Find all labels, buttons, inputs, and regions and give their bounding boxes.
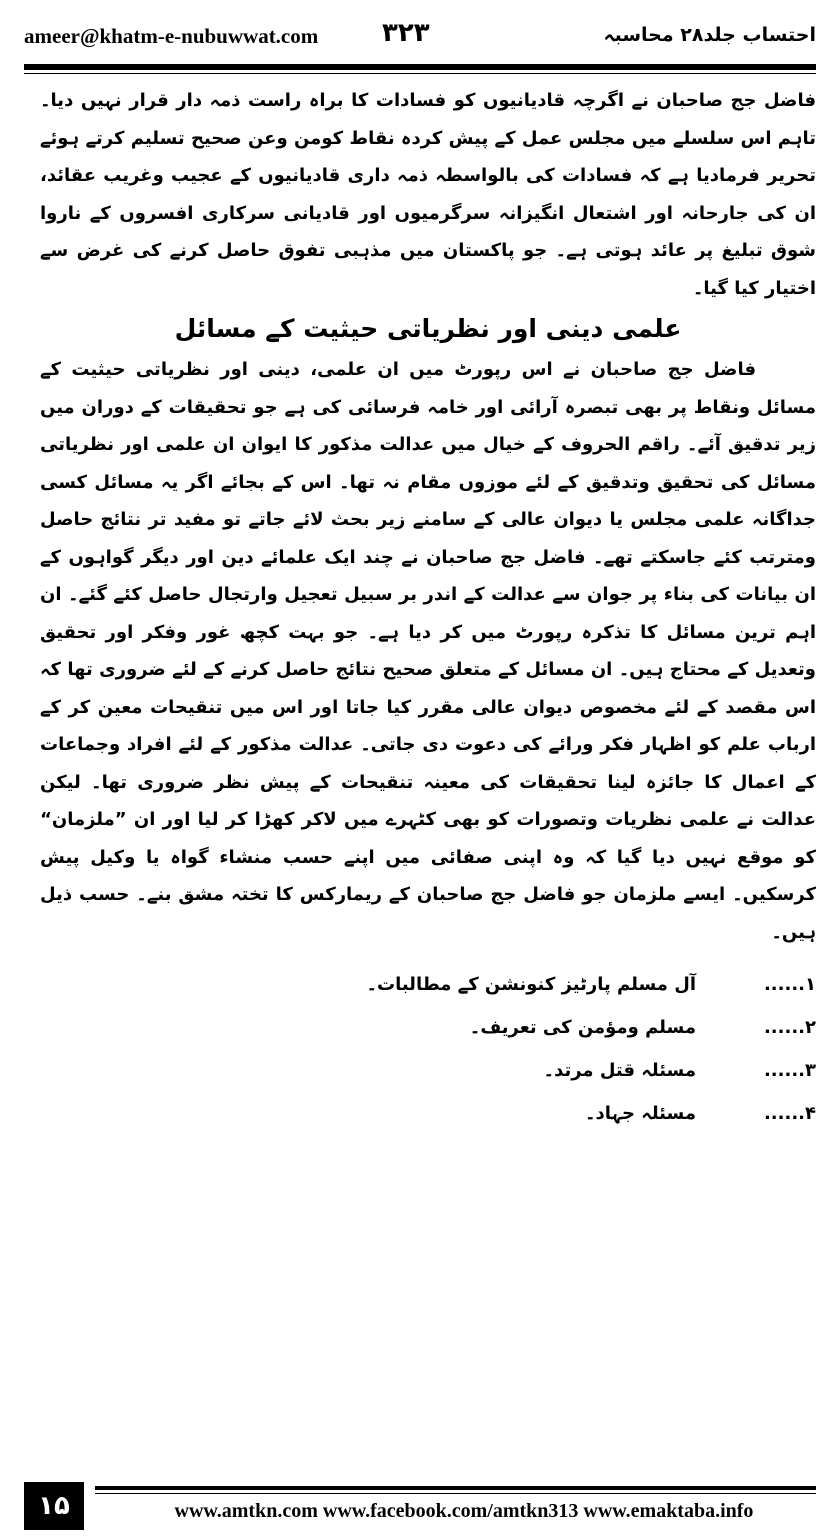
- list-item: [40, 1049, 816, 1092]
- list-item: [40, 1006, 816, 1049]
- list-item-number: [726, 963, 816, 1006]
- list-dots: ......: [763, 1103, 805, 1124]
- list-item-number: [726, 1006, 816, 1049]
- list-num: ۴: [805, 1103, 816, 1124]
- item-list: [40, 963, 816, 1135]
- list-num: ۱: [805, 974, 816, 995]
- footer-links[interactable]: www.amtkn.com www.facebook.com/amtkn313 www.emaktaba.info: [174, 1500, 754, 1522]
- footer-rule-thick: [95, 1486, 816, 1490]
- header-book-title: احتساب جلد۲۸ محاسبہ: [603, 24, 816, 46]
- header-rule-thin: [24, 73, 816, 74]
- list-num: ۳: [805, 1060, 816, 1081]
- list-item-text: مسئلہ قتل مرتد۔: [543, 1060, 696, 1081]
- section-heading: علمی دینی اور نظریاتی حیثیت کے مسائل: [174, 314, 682, 343]
- list-dots: ......: [763, 1060, 805, 1081]
- header-rule-thick: [24, 64, 816, 70]
- page-body: [40, 82, 816, 1135]
- footer-page-number: ۱۵: [24, 1482, 84, 1530]
- list-dots: ......: [763, 1017, 805, 1038]
- list-dots: ......: [763, 974, 805, 995]
- header-email: ameer@khatm-e-nubuwwat.com: [24, 24, 319, 48]
- paragraph-2: فاضل جج صاحبان نے اس رپورٹ میں ان علمی، دینی اور نظریاتی حیثیت کے مسائل ونقاط پر بھی تبصرہ آرائی اور خامہ فرسائی کی ہے جو تحقیقات کے دوران میں زیر تدقیق آئے۔ راقم الحروف کے خیال میں عدالت مذکور کا ایوان ان علمی اور نظریاتی مسائل کی تحقیق وتدقیق کے لئے موزوں مقام نہ تھا۔ اس کے بجائے اگر یہ مسائل کسی جداگانہ علمی مجلس یا دیوان عالی کے سامنے زیر بحث لائے جاتے تو مفید تر نتائج حاصل ومترتب کئے جاسکتے تھے۔ فاضل جج صاحبان نے چند ایک علمائے دین اور دیگر گواہوں کے ان بیانات کی بناء پر جوان سے عدالت کے اندر بر سبیل تعجیل وارتجال حاصل کئے گئے۔ ان اہم ترین مسائل کا تذکرہ رپورٹ میں کر دیا ہے۔ جو بہت کچھ غور وفکر اور تحقیق وتعدیل کے محتاج ہیں۔ ان مسائل کے متعلق صحیح نتائج حاصل کرنے کے لئے ضروری تھا کہ اس مقصد کے لئے مخصوص دیوان عالی مقرر کیا جاتا اور اس میں تنقیحات معین کر کے ارباب علم کو اظہار فکر ورائے کی دعوت دی جاتی۔ عدالت مذکور کے لئے افراد وجماعات کے اعمال کا جائزہ لینا تحقیقات کی معینہ تنقیحات کے پیش نظر ضروری تھا۔ لیکن عدالت نے علمی نظریات وتصورات کو بھی کٹہرے میں لاکر کھڑا کر لیا اور ان ”ملزمان“ کو موقع نہیں دیا گیا کہ وہ اپنی صفائی میں اپنے حسب منشاء گواہ یا وکیل پیش کرسکیں۔ ایسے ملزمان جو فاضل جج صاحبان کے ریمارکس کا تختہ مشق بنے۔ حسب ذیل ہیں۔: [40, 359, 816, 943]
- list-item-text: مسئلہ جہاد۔: [584, 1103, 696, 1124]
- page-header: [24, 18, 816, 58]
- list-item: [40, 1092, 816, 1135]
- list-num: ۲: [805, 1017, 816, 1038]
- paragraph-1: فاضل جج صاحبان نے اگرچہ قادیانیوں کو فسادات کا براہ راست ذمہ دار قرار نہیں دیا۔ تاہم اس سلسلے میں مجلس عمل کے پیش کردہ نقاط کومن وعن صحیح تسلیم کرتے ہوئے تحریر فرمادیا ہے کہ فسادات کی بالواسطہ ذمہ داری قادیانیوں کے عجیب وغریب عقائد، ان کی جارحانہ اور اشتعال انگیزانہ سرگرمیوں اور قادیانی سرکاری افسروں کے ناروا شوق تبلیغ پر عائد ہوتی ہے۔ جو پاکستان میں مذہبی تفوق حاصل کرنے کی غرض سے اختیار کیا گیا۔: [40, 90, 816, 299]
- footer-rule-thin: [95, 1493, 816, 1494]
- list-item-number: [726, 1049, 816, 1092]
- list-item-text: آل مسلم پارٹیز کنونشن کے مطالبات۔: [366, 974, 696, 995]
- list-item: [40, 963, 816, 1006]
- list-item-text: مسلم ومؤمن کی تعریف۔: [469, 1017, 696, 1038]
- list-item-number: [726, 1092, 816, 1135]
- header-page-number: ۳۲۳: [382, 18, 430, 48]
